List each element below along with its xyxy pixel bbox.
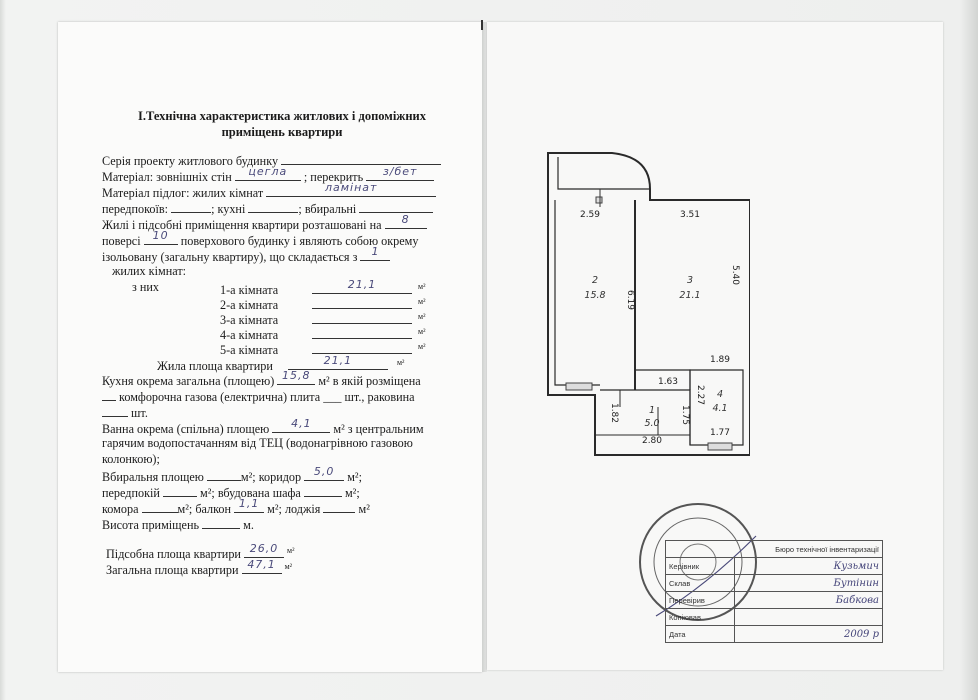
loggia-label: м²; лоджія: [267, 502, 321, 516]
aux-area-unit: м²: [287, 546, 295, 555]
dim-top-right: 3.51: [679, 210, 701, 220]
living-area-value: 21,1: [323, 354, 353, 368]
stamp-row-label: Перевірив: [666, 592, 735, 609]
series-label: Серія проекту житлового будинку: [102, 154, 279, 168]
room-label: 1-а кімната: [220, 283, 279, 298]
balcony-label: м²; балкон: [177, 502, 232, 516]
total-area-field: [242, 558, 282, 574]
burners-field: [102, 388, 116, 401]
total-area-line: [106, 560, 292, 577]
bath-text-1b: м² з центральним: [333, 422, 424, 436]
room-area-field: [312, 296, 412, 309]
kitchen-text-1b: м² в якій розміщена: [318, 374, 421, 388]
walls-label: Матеріал: зовнішніх стін: [102, 170, 232, 184]
stamp-bureau: Бюро технічної інвентаризації: [666, 541, 883, 558]
loggia-unit: м²: [358, 502, 370, 516]
wc-field: [207, 468, 241, 481]
bath-floor-label: ; вбиральні: [298, 202, 357, 216]
wardrobe-label: м²; вбудована шафа: [200, 486, 301, 500]
kitchen-line-1: [102, 369, 421, 388]
kitchen-area-field: [277, 369, 315, 385]
kitchen-text-2: комфорочна газова (електрична) плита ___ шт., раковина: [119, 390, 415, 404]
hall-line: [102, 484, 360, 500]
fold-mark: [481, 20, 483, 30]
room-area-unit: м²: [418, 342, 426, 351]
floors-label: Матеріал підлог: жилих кімнат: [102, 186, 264, 200]
stamp-row: [666, 626, 883, 643]
floors-total-value: 10: [152, 229, 169, 242]
of-them-label: з них: [132, 280, 159, 294]
document-title: [112, 108, 452, 140]
room-3-area: 21.1: [679, 290, 701, 301]
dim-hall-left: 1.82: [609, 402, 619, 424]
ceilings-value: з/бет: [382, 165, 418, 178]
aux-area-label: Підсобна площа квартири: [106, 547, 241, 562]
pantry-label: комора: [102, 502, 139, 516]
stamp-row-sign: [735, 609, 883, 626]
room-label: 2-а кімната: [220, 298, 279, 313]
living-area-label: Жила площа квартири: [157, 359, 273, 374]
floor-field: [385, 213, 427, 229]
hallways-field: [171, 200, 211, 213]
window-bath: [708, 443, 732, 450]
hall-label: передпокій: [102, 486, 160, 500]
stamp-table: [665, 540, 883, 643]
aux-area-field: [244, 542, 284, 558]
wc-label: Вбиральня площею: [102, 470, 204, 484]
stamp-row-sign: Бабкова: [735, 592, 883, 609]
title-line-2: приміщень квартири: [221, 125, 343, 139]
balcony-field: [234, 497, 264, 513]
room-label: 3-а кімната: [220, 313, 279, 328]
total-area-label: Загальна площа квартири: [106, 563, 239, 578]
height-label: Висота приміщень: [102, 518, 200, 532]
stamp-row-sign: Бутінин: [735, 575, 883, 592]
floor-plan: [540, 145, 750, 460]
corridor-value: 5,0: [313, 465, 335, 478]
floors-field: [266, 181, 436, 197]
total-area-unit: м²: [284, 562, 293, 571]
aux-area-value: 26,0: [249, 542, 279, 556]
stamp-row-label: Керівник: [666, 558, 735, 575]
room-area-unit: м²: [418, 327, 426, 336]
corridor-label: м²; коридор: [240, 470, 302, 484]
stamp-row: [666, 609, 883, 626]
bath-text-3: колонкою);: [102, 452, 160, 466]
room-label: 5-а кімната: [220, 343, 279, 358]
room-area-field: [312, 326, 412, 339]
sink-field: [102, 404, 128, 417]
kitchen-area-value: 15,8: [282, 369, 311, 382]
stamp-row-sign: Кузьмич: [735, 558, 883, 575]
room-2-area: 15.8: [584, 290, 606, 301]
room-area-field: [312, 278, 412, 294]
room-area-field: [312, 311, 412, 324]
stamp-row-label: Склав: [666, 575, 735, 592]
wardrobe-unit: м²;: [344, 486, 360, 500]
location-line-3: [102, 245, 390, 264]
room-area-unit: м²: [418, 282, 426, 291]
corridor-field: [304, 465, 344, 481]
dim-hall-mid: 1.63: [657, 377, 679, 387]
room-4-number: 4: [716, 389, 724, 400]
series-field: [281, 152, 441, 165]
bath-line-1: [102, 417, 424, 436]
loggia-field: [323, 500, 355, 513]
bath-text-2: гарячим водопостачанням від ТЕЦ (водонагрівною газовою: [102, 436, 413, 450]
location-text-2b: поверхового будинку і являють собою окрему: [180, 234, 419, 248]
dim-hall-right: 1.75: [680, 404, 690, 426]
ceilings-label: ; перекрить: [303, 170, 364, 184]
hall-field: [163, 484, 197, 497]
bath-text-1a: Ванна окрема (спільна) площею: [102, 422, 270, 436]
stamp-rows: [666, 558, 883, 643]
pantry-line: [102, 497, 370, 516]
corridor-unit: м²;: [347, 470, 362, 484]
floors-line: [102, 181, 436, 200]
rooms-count-value: 1: [371, 245, 380, 258]
room-area-field: [312, 341, 412, 354]
dim-room-len: 5.40: [730, 264, 740, 286]
dim-room-bottom: 1.89: [709, 355, 731, 365]
room-area-value: 21,1: [347, 278, 377, 292]
room-area-unit: м²: [418, 312, 426, 321]
bath-floor-field: [359, 200, 433, 213]
location-text-4: жилих кімнат:: [112, 264, 187, 278]
floor-value: 8: [401, 213, 410, 226]
height-unit: м.: [243, 518, 254, 532]
dim-bath-left: 2.27: [695, 384, 705, 406]
floors-value: ламінат: [324, 181, 378, 194]
kitchen-line-3: [102, 404, 148, 420]
kitchen-line-2: [102, 388, 415, 404]
room-1-number: 1: [648, 405, 656, 416]
dim-top-left: 2.59: [579, 210, 601, 220]
rooms-count-field: [360, 245, 390, 261]
window-kitchen: [566, 383, 592, 390]
stamp-row-label: Дата: [666, 626, 735, 643]
room-3-number: 3: [686, 275, 694, 286]
stamp-row-sign: 2009 р: [735, 626, 883, 643]
dim-kitchen-len: 6.19: [625, 289, 635, 311]
room-label: 4-а кімната: [220, 328, 279, 343]
location-text-2a: поверсі: [102, 234, 141, 248]
ceilings-field: [366, 165, 434, 181]
hallways-label: передпокоїв:: [102, 202, 169, 216]
height-line: [102, 516, 254, 532]
living-area-unit: м²: [396, 358, 405, 367]
title-line-1: I.Технічна характеристика житлових і допоміжних: [137, 109, 427, 123]
kitchen-text-1a: Кухня окрема загальна (площею): [102, 374, 275, 388]
balcony-door-mark: [596, 197, 602, 203]
kitchen-text-3: шт.: [131, 406, 148, 420]
stamp-row: [666, 575, 883, 592]
stamp-row: [666, 558, 883, 575]
walls-field: [235, 165, 301, 181]
location-text-1: Жилі і підсобні приміщення квартири розташовані на: [102, 218, 382, 232]
pantry-field: [142, 500, 178, 513]
kitchen-floor-field: [248, 200, 298, 213]
balcony-value: 1,1: [238, 497, 260, 510]
bath-area-field: [272, 417, 330, 433]
room-4-area: 4.1: [712, 403, 728, 414]
dim-hall-bottom: 2.80: [641, 436, 663, 446]
wc-line: [102, 465, 362, 484]
walls-value: цегла: [248, 165, 288, 178]
room-2-number: 2: [591, 275, 599, 286]
room-area-unit: м²: [418, 297, 426, 306]
dim-bath-bottom: 1.77: [709, 428, 731, 438]
stamp-row: [666, 592, 883, 609]
room-1-area: 5.0: [644, 418, 660, 429]
location-text-3: ізольовану (загальну квартиру), що складається з: [102, 250, 358, 264]
stamp-row-label: Копіював: [666, 609, 735, 626]
floors-total-field: [144, 229, 178, 245]
kitchen-floor-label: ; кухні: [211, 202, 246, 216]
total-area-value: 47,1: [247, 558, 276, 572]
height-field: [202, 516, 240, 529]
bath-area-value: 4,1: [291, 417, 312, 430]
wardrobe-field: [304, 484, 342, 497]
